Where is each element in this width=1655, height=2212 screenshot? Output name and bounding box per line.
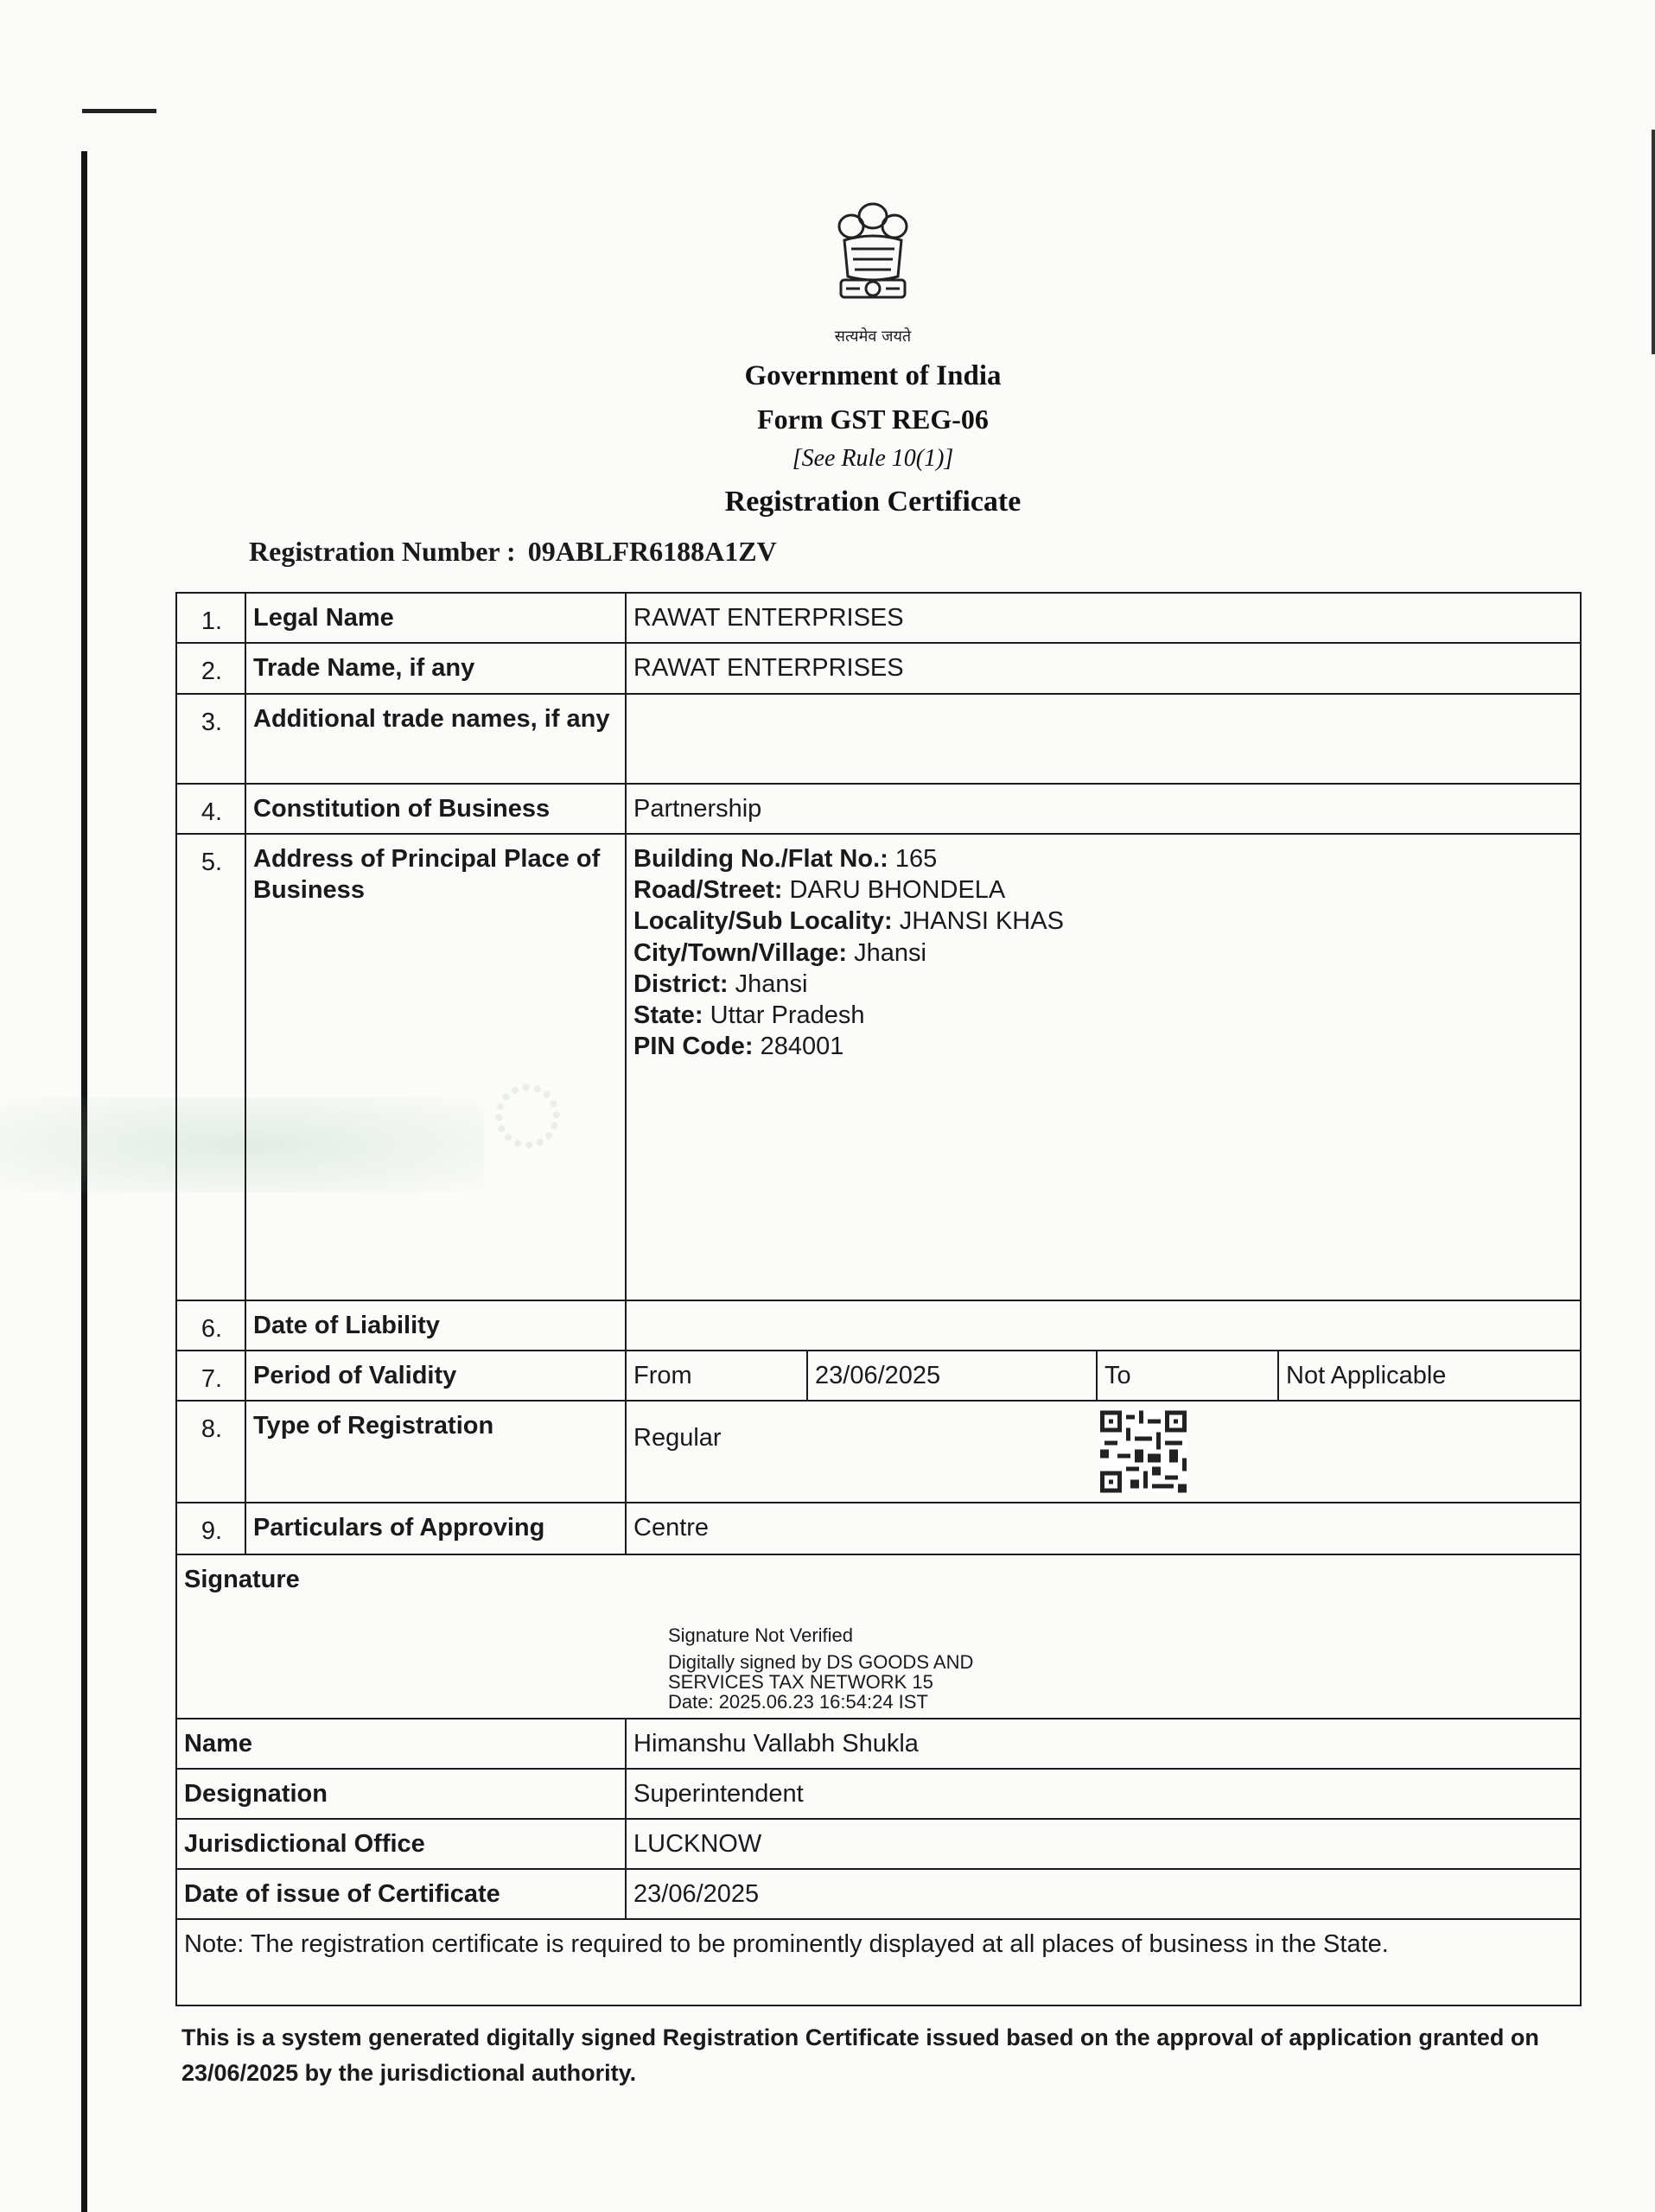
address-road — [633, 874, 1575, 906]
approving-value: Centre — [626, 1503, 1581, 1554]
legal-name-label: Legal Name — [245, 593, 626, 643]
district-label: District: — [633, 969, 729, 998]
legal-name-value: RAWAT ENTERPRISES — [626, 593, 1581, 643]
digital-signature-block — [668, 1625, 1575, 1712]
trade-name-value: RAWAT ENTERPRISES — [626, 643, 1581, 693]
city-value: Jhansi — [854, 938, 926, 967]
address-label: Address of Principal Place of Business — [245, 834, 626, 1300]
row-number: 8. — [176, 1401, 245, 1503]
row-number: 5. — [176, 834, 245, 1300]
issue-date-label: Date of issue of Certificate — [176, 1869, 626, 1919]
building-value: 165 — [894, 844, 938, 873]
row-number: 9. — [176, 1503, 245, 1554]
city-label: City/Town/Village: — [633, 938, 848, 967]
building-label: Building No./Flat No.: — [633, 844, 888, 873]
registration-number — [249, 536, 777, 568]
table-row — [176, 1869, 1581, 1919]
approving-label: Particulars of Approving — [245, 1503, 626, 1554]
type-of-registration-label: Type of Registration — [245, 1401, 626, 1503]
type-of-registration-value: Regular — [633, 1424, 722, 1452]
signature-label: Signature — [184, 1566, 300, 1594]
national-emblem-icon — [825, 197, 920, 309]
certificate-table-wrapper — [175, 592, 1580, 2006]
table-row — [176, 834, 1581, 1300]
pin-value: 284001 — [760, 1033, 844, 1061]
signature-date: Date: 2025.06.23 16:54:24 IST — [668, 1690, 928, 1713]
validity-from-label: From — [626, 1351, 807, 1401]
table-row — [176, 1503, 1581, 1554]
type-of-registration-cell — [626, 1401, 1581, 1503]
row-number: 7. — [176, 1351, 245, 1401]
state-value: Uttar Pradesh — [710, 1001, 865, 1029]
registration-number-value: 09ABLFR6188A1ZV — [527, 536, 777, 567]
emblem-motto: सत्यमेव जयते — [834, 327, 912, 346]
address-value — [626, 834, 1581, 1300]
address-state — [633, 1000, 1575, 1031]
registration-number-label: Registration Number : — [249, 536, 516, 567]
address-pin — [633, 1031, 1575, 1062]
address-locality — [633, 906, 1575, 937]
locality-label: Locality/Sub Locality: — [633, 907, 893, 936]
table-row — [176, 694, 1581, 784]
validity-to-value: Not Applicable — [1278, 1351, 1581, 1401]
address-building — [633, 843, 1575, 874]
form-title: Form GST REG-06 — [757, 404, 989, 435]
pin-label: PIN Code: — [633, 1033, 754, 1061]
note-text: Note: The registration certificate is required to be prominently displayed at all places of business in the State. — [176, 1919, 1581, 2005]
signature-status: Signature Not Verified — [668, 1624, 854, 1646]
issue-date-value: 23/06/2025 — [626, 1869, 1581, 1919]
table-row — [176, 784, 1581, 834]
certificate-title: Registration Certificate — [724, 486, 1022, 518]
signature-row — [176, 1554, 1581, 1719]
period-of-validity-label: Period of Validity — [245, 1351, 626, 1401]
date-of-liability-value — [626, 1300, 1581, 1351]
road-value: DARU BHONDELA — [789, 876, 1006, 904]
designation-label: Designation — [176, 1769, 626, 1819]
page-edge-right — [1652, 130, 1655, 354]
locality-value: JHANSI KHAS — [899, 907, 1064, 936]
rule-reference: [See Rule 10(1)] — [792, 445, 954, 472]
signature-signed-by: Digitally signed by DS GOODS AND — [668, 1650, 974, 1673]
row-number: 2. — [176, 643, 245, 693]
constitution-value: Partnership — [626, 784, 1581, 834]
table-row — [176, 1769, 1581, 1819]
address-city — [633, 938, 1575, 969]
state-label: State: — [633, 1001, 703, 1029]
road-label: Road/Street: — [633, 876, 783, 904]
row-number: 3. — [176, 694, 245, 784]
signature-cell — [176, 1554, 1581, 1719]
date-of-liability-label: Date of Liability — [245, 1300, 626, 1351]
certificate-table — [175, 592, 1582, 2006]
table-row — [176, 1351, 1581, 1401]
table-row — [176, 593, 1581, 643]
table-row — [176, 1300, 1581, 1351]
validity-to-label: To — [1097, 1351, 1278, 1401]
address-district — [633, 969, 1575, 1000]
jurisdictional-office-value: LUCKNOW — [626, 1819, 1581, 1869]
table-row — [176, 1401, 1581, 1503]
jurisdictional-office-label: Jurisdictional Office — [176, 1819, 626, 1869]
government-title: Government of India — [744, 360, 1002, 391]
note-row — [176, 1919, 1581, 2005]
table-row — [176, 1819, 1581, 1869]
officer-name-value: Himanshu Vallabh Shukla — [626, 1719, 1581, 1769]
page-edge-top — [82, 109, 156, 113]
trade-name-label: Trade Name, if any — [245, 643, 626, 693]
row-number: 4. — [176, 784, 245, 834]
qr-code-icon — [1100, 1410, 1187, 1493]
table-row — [176, 643, 1581, 693]
officer-name-label: Name — [176, 1719, 626, 1769]
constitution-label: Constitution of Business — [245, 784, 626, 834]
designation-value: Superintendent — [626, 1769, 1581, 1819]
row-number: 6. — [176, 1300, 245, 1351]
signature-network: SERVICES TAX NETWORK 15 — [668, 1670, 933, 1693]
validity-from-value: 23/06/2025 — [807, 1351, 1097, 1401]
footer-note: This is a system generated digitally signed Registration Certificate issued based on the approval of application granted on 23/06/2025 by the jurisdictional authority. — [181, 2024, 1539, 2086]
additional-trade-names-label: Additional trade names, if any — [245, 694, 626, 784]
additional-trade-names-value — [626, 694, 1581, 784]
row-number: 1. — [176, 593, 245, 643]
watermark: ◌ — [442, 1033, 602, 1189]
district-value: Jhansi — [735, 969, 808, 998]
table-row — [176, 1719, 1581, 1769]
